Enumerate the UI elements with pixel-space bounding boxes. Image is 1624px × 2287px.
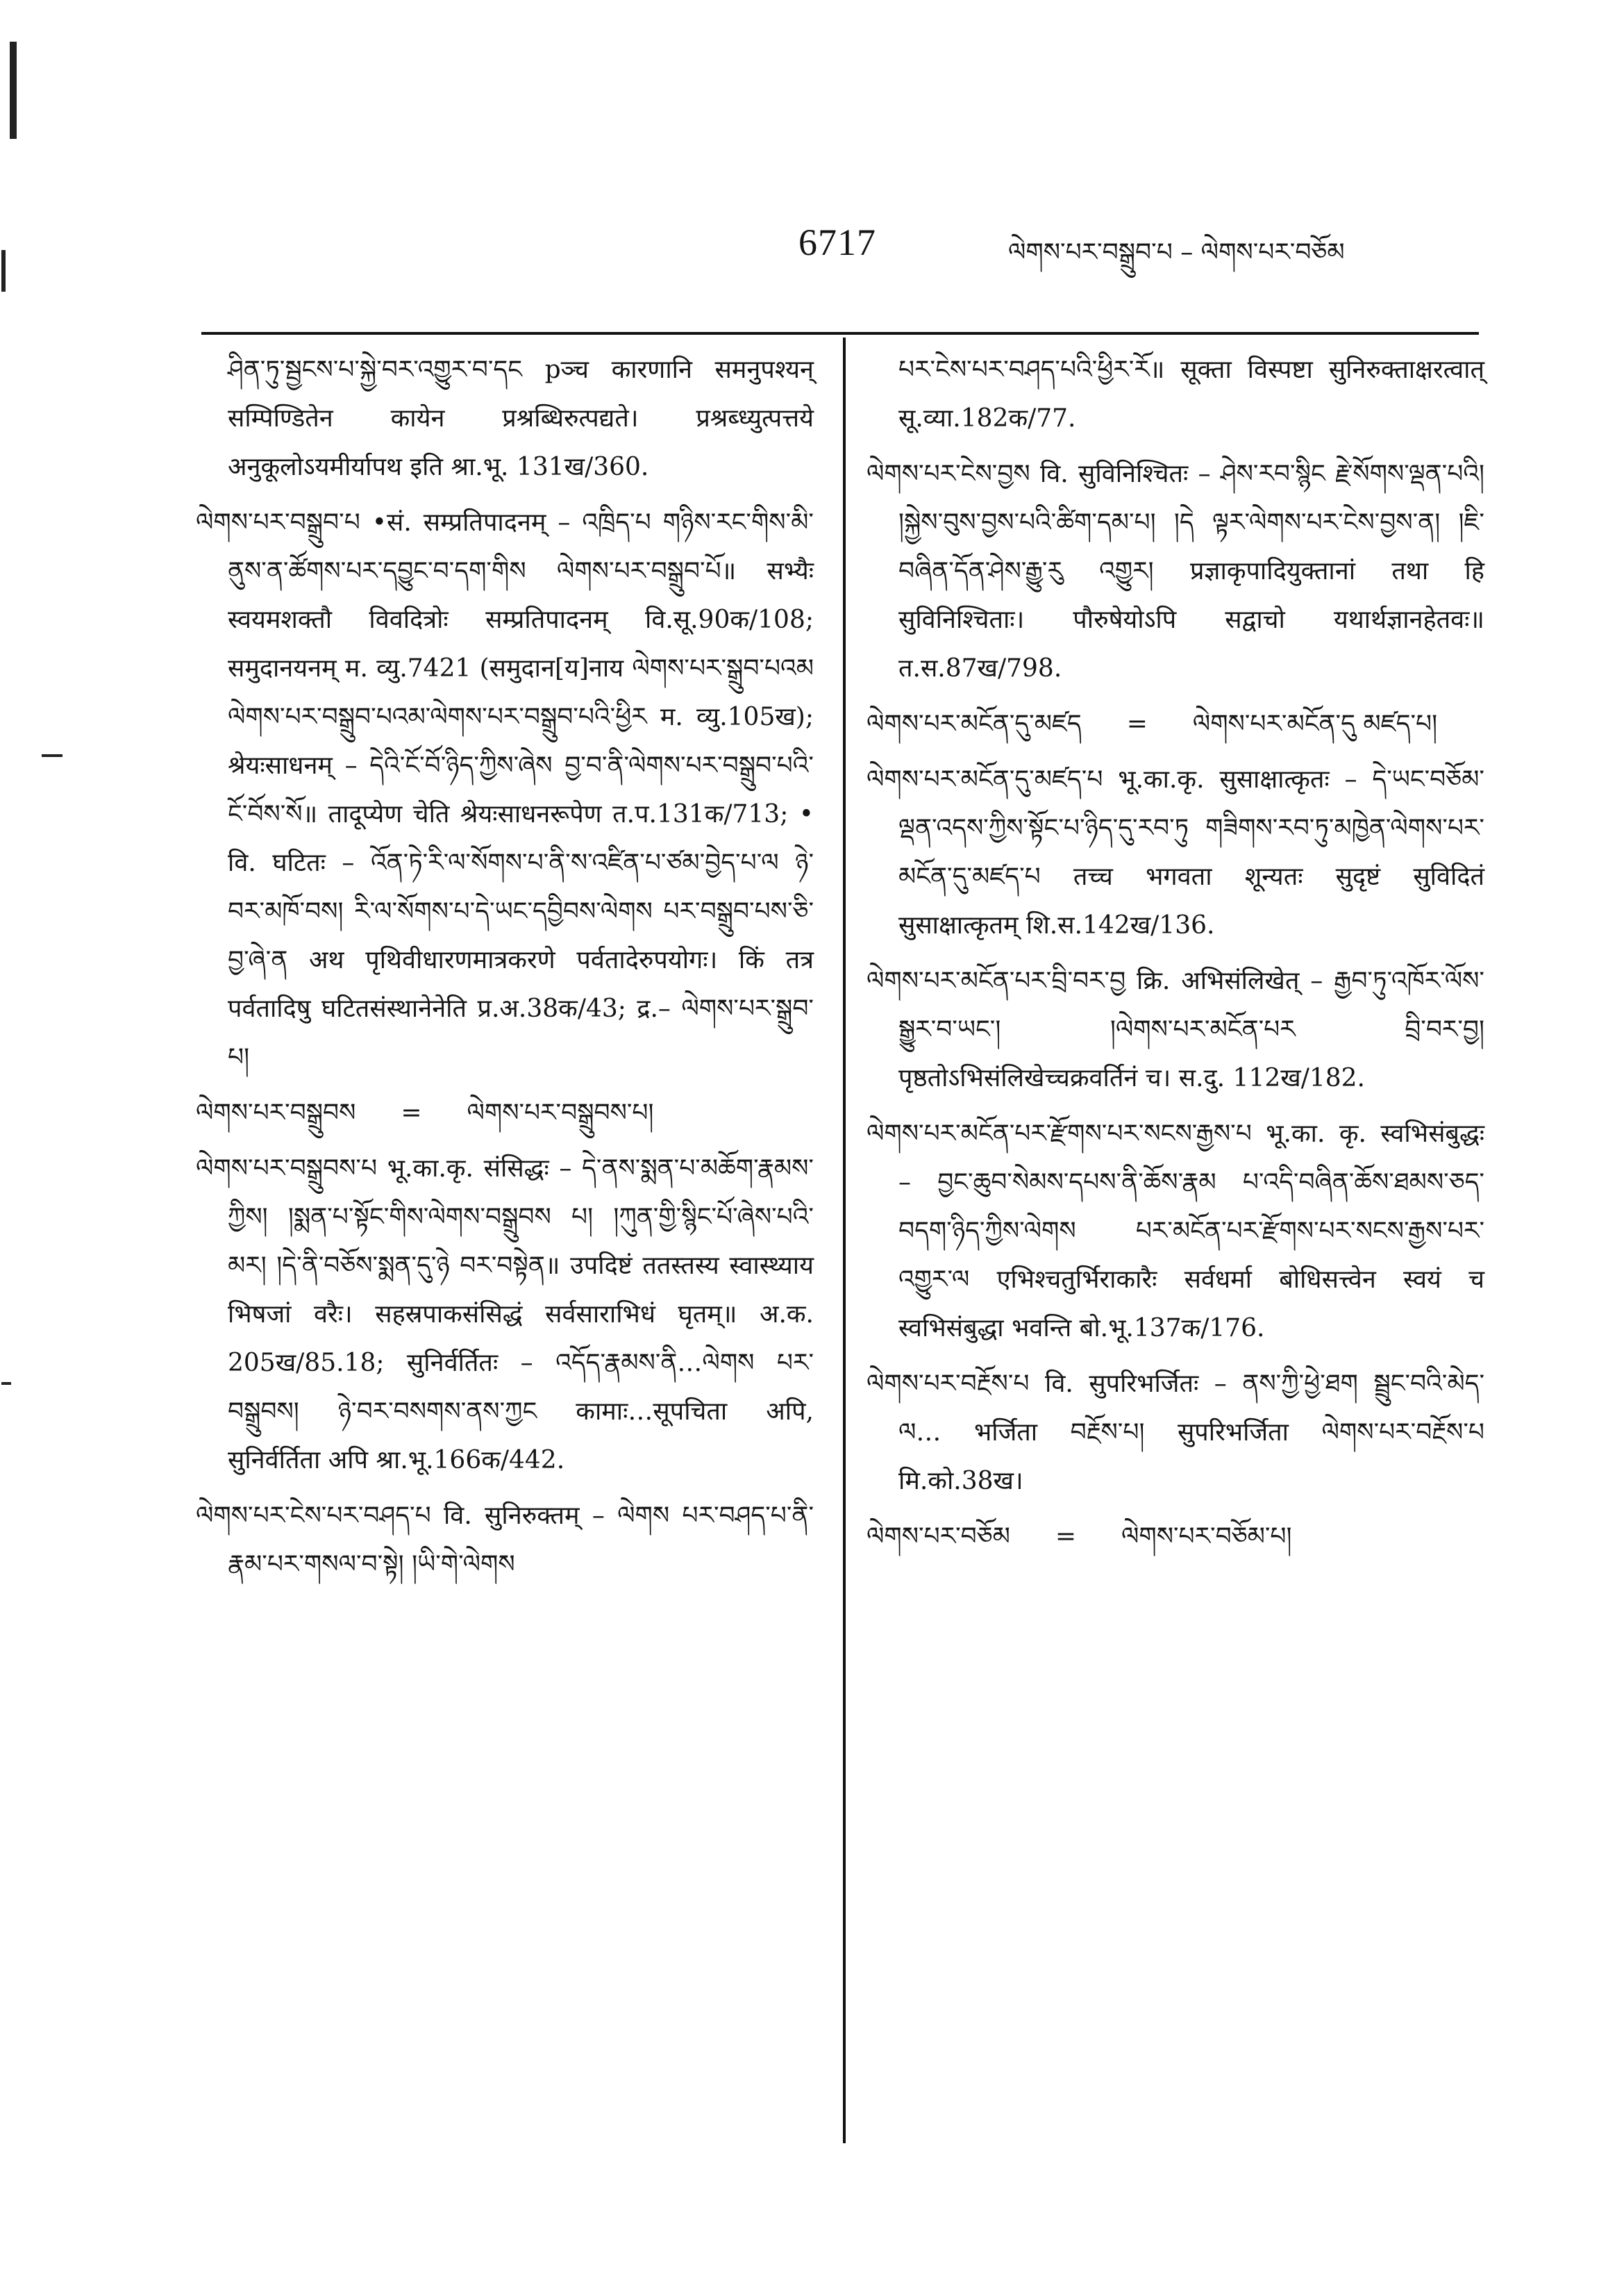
headword: ལེགས་པར་མངོན་དུ་མཛད bbox=[867, 710, 1082, 738]
equals-sign: = bbox=[401, 1099, 422, 1127]
dictionary-entry-continuation: པར་ངེས་པར་བཤད་པའི་ཕྱིར་རོ॥ सूक्ता विस्पष्टा सुनिरुक्ताक्षरत्वात् सू.व्या.182क/77. bbox=[898, 356, 1484, 433]
dictionary-entry: ལེགས་པར་བསྒྲུབ་པ •सं. सम्प्रतिपादनम् – འཁྲིད་པ གཉིས་རང་གིས་མི་ནུས་ན་ཚོགས་པར་དབྱུང་བ་དག་གིས ལེགས་པར་བསྒྲུབ་པོ॥ सभ्यैः स्वयमशक्तौ विवदित्रोः सम्प्रतिपादनम् वि.सू.90क/108; समुदानयनम् म. व्यु.7421 (समुदान[य]नाय ལེགས་པར་སྒྲུབ་པའམ ལེགས་པར་བསྒྲུབ་པའམ་ལེགས་པར་བསྒྲུབ་པའི་ཕྱིར म. व्यु.105ख); श्रेयःसाधनम् – དེའི་ངོ་བོ་ཉིད་ཀྱིས་ཞེས བྱ་བ་ནི་ལེགས་པར་བསྒྲུབ་པའི་ངོ་བོས་སོ॥ तादूप्येण चेति श्रेयःसाधनरूपेण त.प.131क/713; • वि. घटितः – འོན་ཏེ་རི་ལ་སོགས་པ་ནི་ས་འཛིན་པ་ཙམ་བྱེད་པ་ལ ཉེ་བར་མཁོ་བས། རི་ལ་སོགས་པ་དེ་ཡང་དབྱིབས་ལེགས པར་བསྒྲུབ་པས་ཅི་བྱ་ཞེ་ན अथ पृथिवीधारणमात्रकरणे पर्वतादेरुपयोगः। किं तत्र पर्वतादिषु घटितसंस्थानेनेति प्र.अ.38क/43; द्र.– ལེགས་པར་སྒྲུབ་པ། bbox=[196, 508, 814, 1072]
dictionary-entry-continuation: ཤིན་ཏུ་སྦྱངས་པ་སྐྱེ་བར་འགྱུར་བ་དང pञ्च कारणानि समनुपश्यन् सम्पिण्डितेन कायेन प्रश्रब्धिरुत्पद्यते। प्रश्रब्ध्युत्पत्तये अनुकूलोऽयमीर्यापथ इति श्रा.भू. 131ख/360. bbox=[228, 356, 814, 481]
dictionary-entry: ལེགས་པར་བསྒྲུབས་པ भू.का.कृ. संसिद्धः – དེ་ནས་སྨན་པ་མཆོག་རྣམས་ཀྱིས། །སྨན་པ་སྟོང་གིས་ལེགས་བསྒྲུབས པ། །ཀུན་གྱི་སྙིང་པོ་ཞེས་པའི་མར། །དེ་ནི་བཅོས་སྨན་དུ་ཉེ བར་བསྟེན॥ उपदिष्टं ततस्तस्य स्वास्थ्याय भिषजां वरैः। सहस्रपाकसंसिद्धं सर्वसाराभिधं घृतम्॥ अ.क. 205ख/85.18; सुनिर्वर्तितः – འདོད་རྣམས་ནི…ལེགས པར་བསྒྲུབས། ཉེ་བར་བསགས་ནས་ཀྱང कामाः…सूपचिता अपि, सुनिर्वर्तिता अपि श्रा.भू.166क/442. bbox=[196, 1154, 814, 1474]
reference-target: ལེགས་པར་བཅོམ་པ། bbox=[1121, 1522, 1292, 1551]
scan-edge-mark bbox=[10, 42, 17, 139]
headword: ལེགས་པར་བཅོམ bbox=[867, 1522, 1010, 1551]
header-rule bbox=[201, 332, 1479, 335]
column-divider bbox=[843, 338, 846, 2143]
reference-target: ལེགས་པར་མངོན་དུ མཛད་པ། bbox=[1192, 710, 1438, 738]
page-number: 6717 bbox=[798, 222, 876, 263]
right-column bbox=[867, 346, 1484, 1568]
cross-reference-entry bbox=[867, 700, 1484, 749]
dictionary-entry: ལེགས་པར་མངོན་དུ་མཛད་པ भू.का.कृ. सुसाक्षात्कृतः – དེ་ཡང་བཅོམ་ལྡན་འདས་ཀྱིས་སྟོང་པ་ཉིད་དུ་རབ་ཏུ གཟིགས་རབ་ཏུ་མཁྱེན་ལེགས་པར་མངོན་དུ་མཛད་པ तच्च भगवता शून्यतः सुदृष्टं सुविदितं सुसाक्षात्कृतम् शि.स.142ख/136. bbox=[867, 765, 1484, 940]
dictionary-entry: ལེགས་པར་ངེས་པར་བཤད་པ वि. सुनिरुक्तम् – ལེགས པར་བཤད་པ་ནི་རྣམ་པར་གསལ་བ་སྟེ། །ཡི་གེ་ལེགས bbox=[196, 1502, 814, 1579]
equals-sign: = bbox=[1055, 1522, 1077, 1551]
dictionary-entry: ལེགས་པར་མངོན་པར་བྲི་བར་བྱ क्रि. अभिसंलिखेत् – རྒྱབ་ཏུ་འཁོར་ལོས་སྒྱུར་བ་ཡང་། །ལེགས་པར་མངོན་པར བྲི་བར་བྱ། पृष्ठतोऽभिसंलिखेच्चक्रवर्तिनं च। स.दु. 112ख/182. bbox=[867, 967, 1484, 1092]
left-column bbox=[196, 346, 814, 1596]
equals-sign: = bbox=[1126, 710, 1148, 738]
scan-edge-mark bbox=[42, 754, 62, 757]
cross-reference-entry bbox=[867, 1513, 1484, 1561]
running-head: ལེགས་པར་བསྒྲུབ་པ – ལེགས་པར་བཅོམ bbox=[1008, 238, 1345, 267]
scan-edge-mark bbox=[1, 1382, 11, 1385]
dictionary-entry: ལེགས་པར་ངེས་བྱས वि. सुविनिश्चितः – ཤེས་རབ་སྙིང རྗེ་སོགས་ལྡན་པའི། །སྐྱེས་བུས་བྱས་པའི་ཚིག་དམ་པ། །དེ ལྟར་ལེགས་པར་ངེས་བྱས་ན། །ཇི་བཞིན་དོན་ཤེས་རྒྱུ་རུ འགྱུར། प्रज्ञाकृपादियुक्तानां तथा हि सुविनिश्चिताः। पौरुषेयोऽपि सद्वाचो यथार्थज्ञानहेतवः॥ त.स.87ख/798. bbox=[867, 460, 1484, 683]
dictionary-entry: ལེགས་པར་བརྔོས་པ वि. सुपरिभर्जितः – ནས་ཀྱི་ཕྱེ་ཐག སྦྲུང་བའི་མེད་ལ… भर्जिता བརྔོས་པ། सुपरिभर्जिता ལེགས་པར་བརྔོས་པ मि.को.38ख। bbox=[867, 1370, 1484, 1495]
reference-target: ལེགས་པར་བསྒྲུབས་པ། bbox=[467, 1099, 654, 1127]
dictionary-entry: ལེགས་པར་མངོན་པར་རྫོགས་པར་སངས་རྒྱས་པ भू.का. कृ. स्वभिसंबुद्धः – བྱང་ཆུབ་སེམས་དཔས་ནི་ཆོས་རྣམ པ་འདི་བཞིན་ཆོས་ཐམས་ཅད་བདག་ཉིད་ཀྱིས་ལེགས པར་མངོན་པར་རྫོགས་པར་སངས་རྒྱས་པར་འགྱུར་ལ एभिश्चतुर्भिराकारैः सर्वधर्मा बोधिसत्त्वेन स्वयं च स्वभिसंबुद्धा भवन्ति बो.भू.137क/176. bbox=[867, 1120, 1484, 1342]
cross-reference-entry bbox=[196, 1089, 814, 1138]
scan-edge-mark bbox=[1, 250, 6, 292]
headword: ལེགས་པར་བསྒྲུབས bbox=[196, 1099, 356, 1127]
